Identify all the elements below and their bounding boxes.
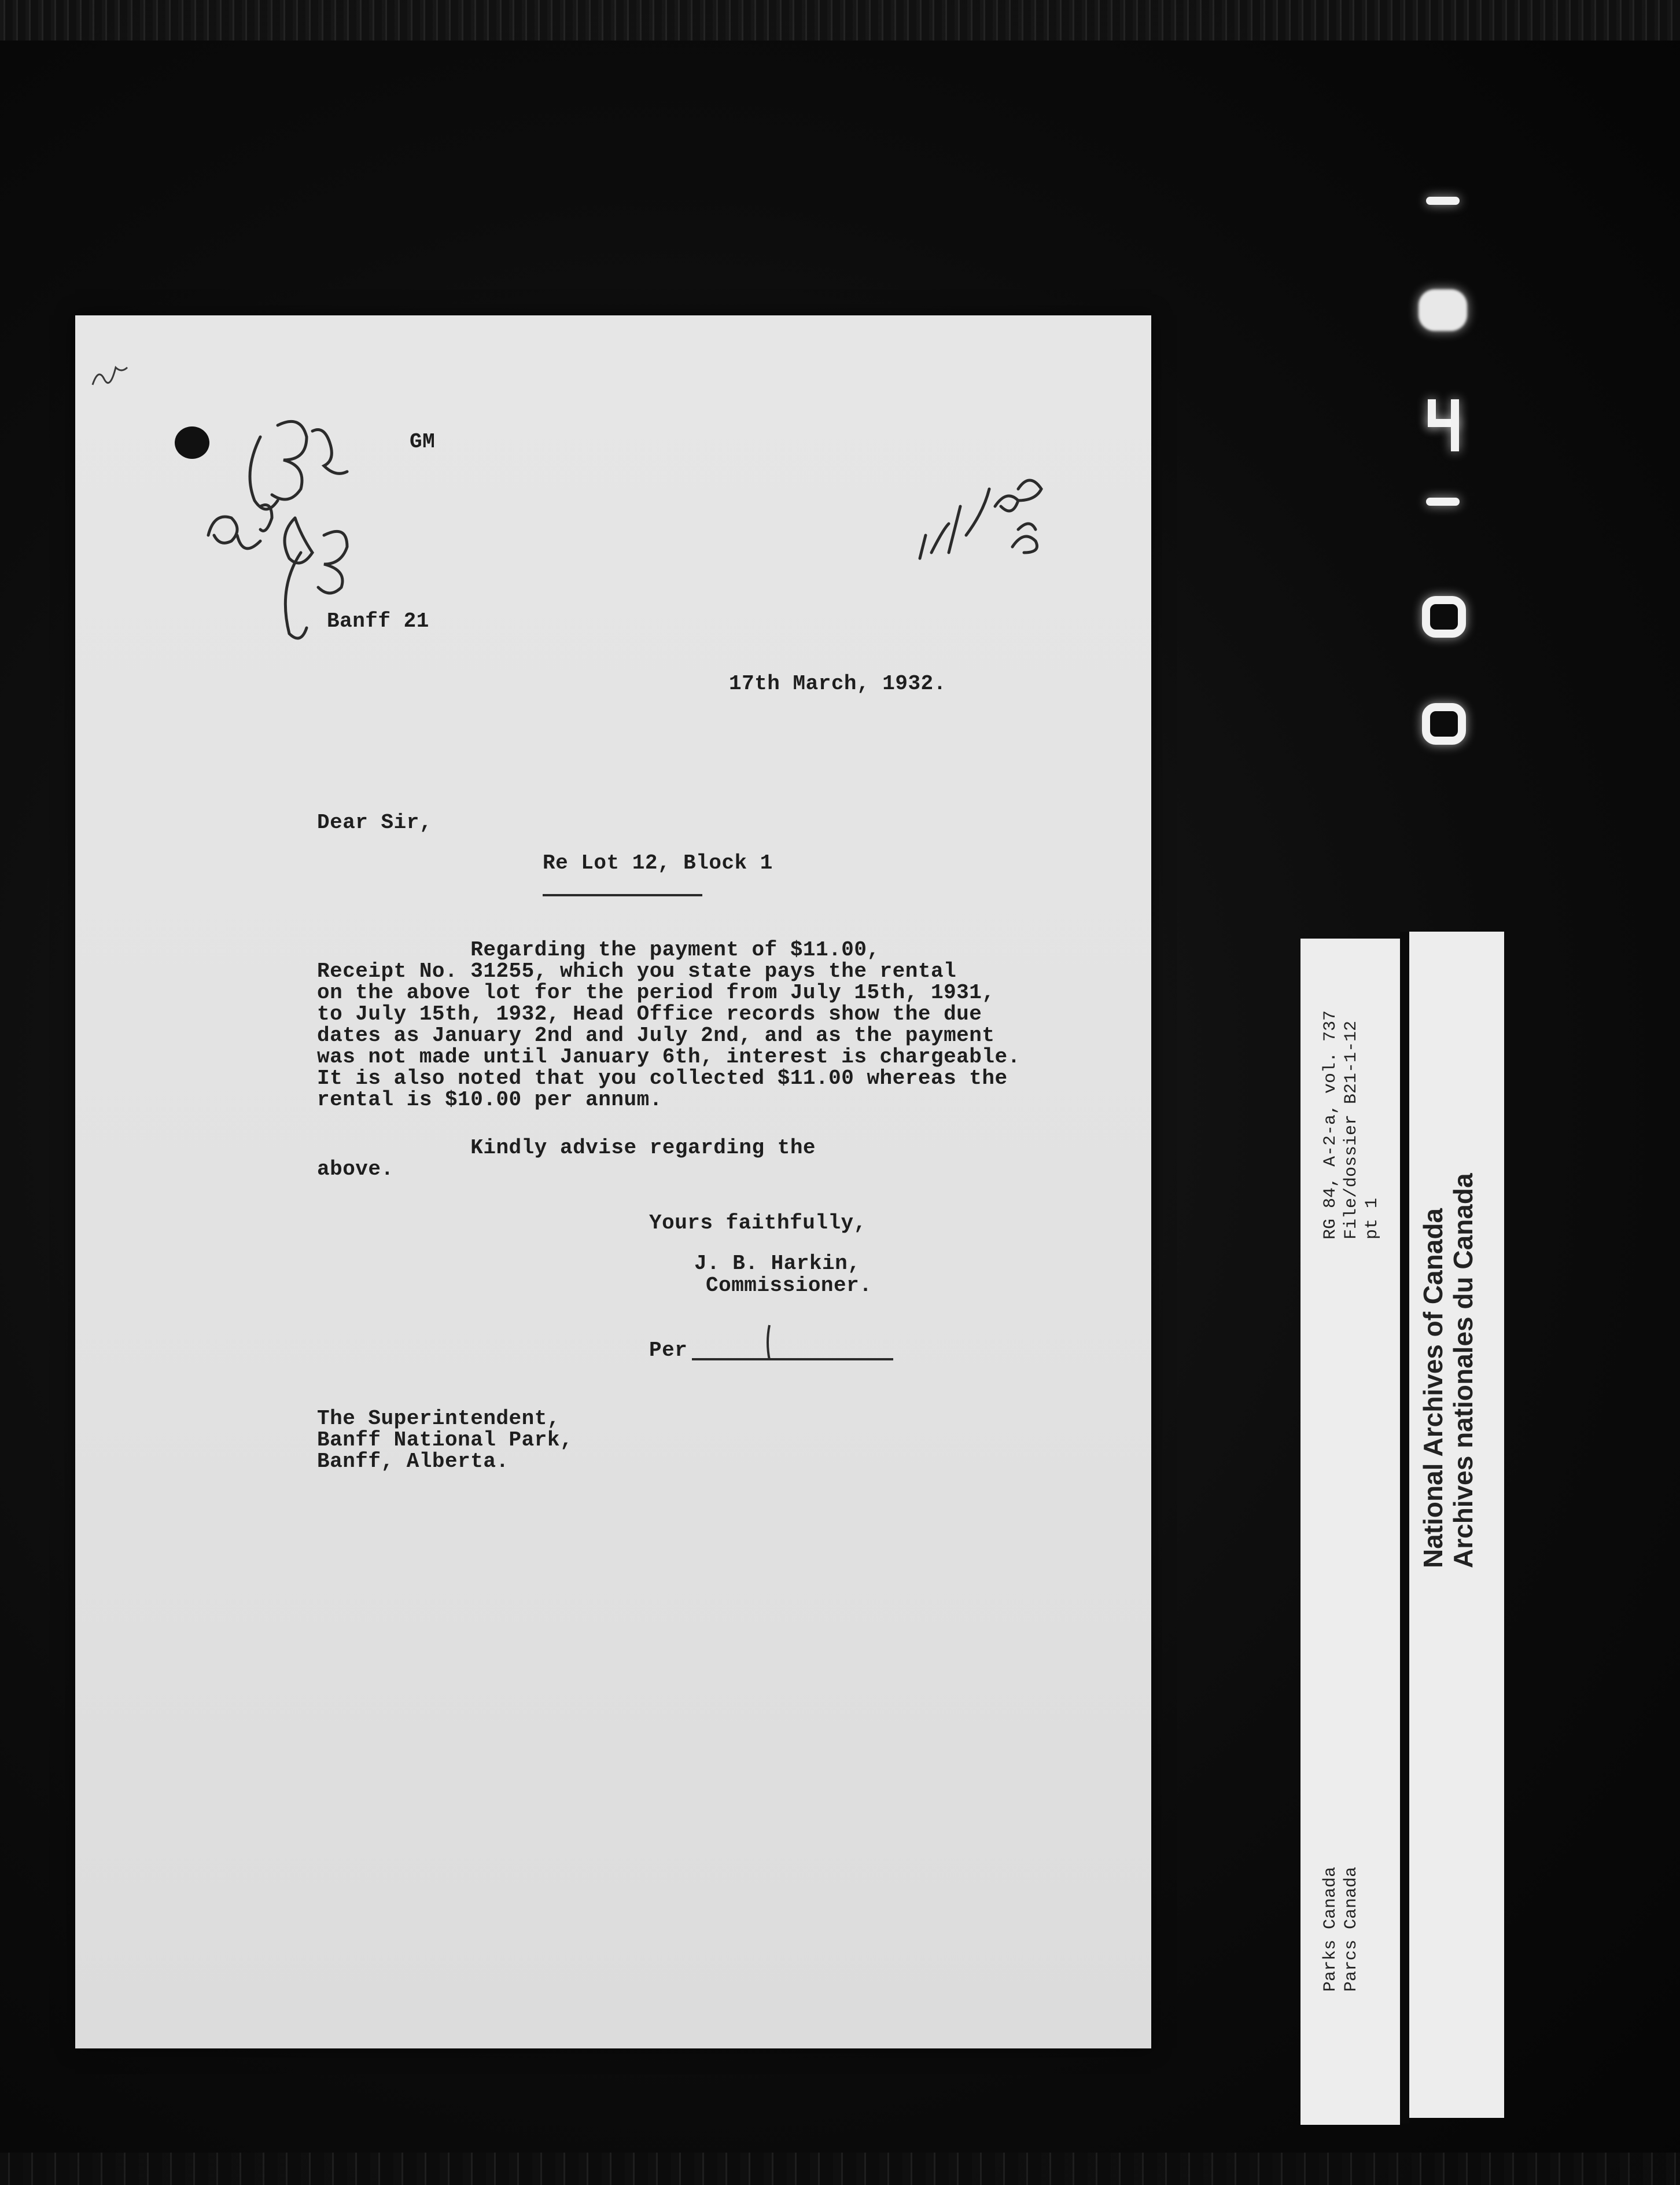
institution-line: National Archives of Canada [1418,1208,1448,1568]
body-line: It is also noted that you collected $11.00 whereas the [317,1066,1008,1090]
signature-stroke [758,1322,781,1363]
frame-mark [1422,703,1466,745]
addressee-line: Banff National Park, [317,1428,573,1452]
body-line: Regarding the payment of $11.00, [317,938,880,962]
addressee-block [317,1408,573,1472]
frame-mark [1419,289,1467,331]
body-line: Receipt No. 31255, which you state pays the rental [317,959,957,983]
corner-mark [81,350,150,396]
body-paragraph-2 [317,1137,816,1180]
signatory-name: J. B. Harkin, [694,1252,861,1275]
closing: Yours faithfully, [649,1211,867,1235]
salutation: Dear Sir, [317,811,432,834]
reference-line: RG 84, A-2-a, vol. 737 [1321,1010,1340,1239]
signature-line [692,1358,893,1360]
frame-mark [1451,399,1459,451]
frame-mark [1422,596,1466,638]
film-edge-bottom [0,2153,1680,2185]
body-paragraph-1 [317,939,1020,1110]
body-line: on the above lot for the period from July 15th, 1931, [317,981,995,1005]
film-edge-top [0,0,1680,41]
agency-line: Parcs Canada [1342,1866,1361,1992]
letter-date: 17th March, 1932. [729,672,946,696]
agency-line: Parks Canada [1321,1866,1340,1992]
letter-page [75,315,1151,2048]
signatory-title: Commissioner. [706,1274,872,1297]
file-reference: Banff 21 [327,609,429,633]
subject-underline [543,894,702,896]
body-line: was not made until January 6th, interest is chargeable. [317,1045,1020,1069]
body-line: rental is $10.00 per annum. [317,1088,662,1112]
archive-reference-label [1300,939,1400,2125]
frame-number-marks [1412,185,1475,752]
typist-mark: GM [410,430,436,454]
institution-line: Archives nationales du Canada [1448,1173,1478,1568]
reference-line: pt 1 [1362,1197,1382,1239]
body-line: dates as January 2nd and July 2nd, and as the payment [317,1024,995,1047]
reference-line: File/dossier B21-1-12 [1342,1020,1361,1239]
addressee-line: The Superintendent, [317,1407,560,1430]
archive-institution-label [1409,932,1504,2118]
body-line: above. [317,1157,394,1181]
subject-line: Re Lot 12, Block 1 [543,851,773,875]
frame-mark [1426,197,1460,205]
per-label: Per [649,1338,688,1362]
addressee-line: Banff, Alberta. [317,1450,509,1473]
body-line: Kindly advise regarding the [317,1136,816,1160]
label-divider [1400,932,1409,2124]
body-line: to July 15th, 1932, Head Office records show the due [317,1002,982,1026]
handwritten-date-mark [908,437,1059,570]
frame-mark [1426,498,1460,506]
